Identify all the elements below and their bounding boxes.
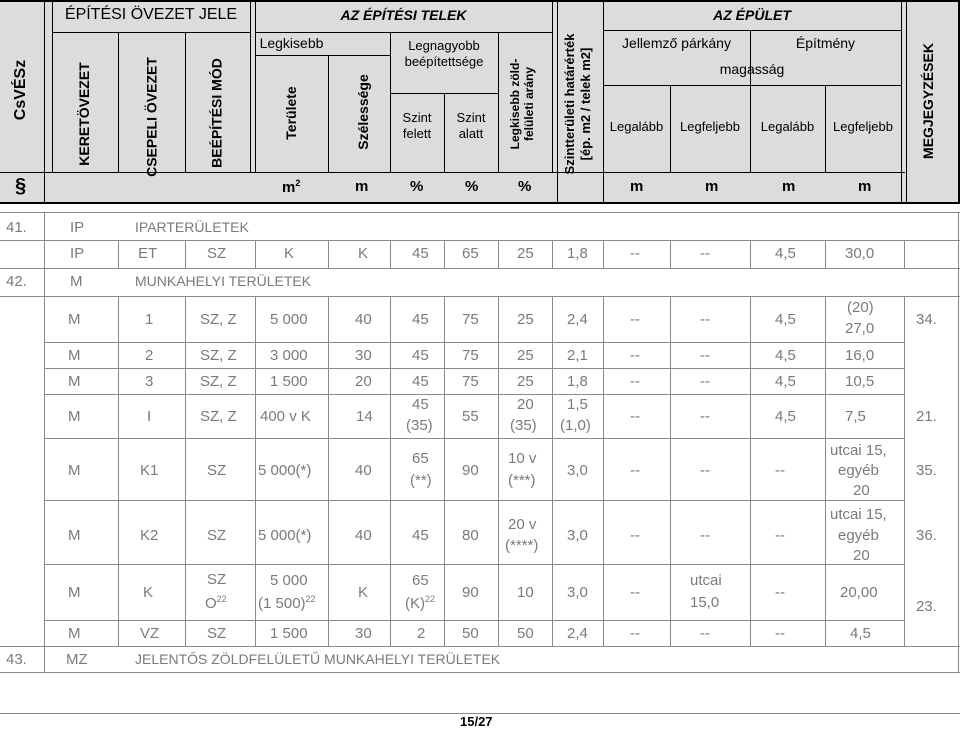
cell-szelesseg: K xyxy=(358,245,369,262)
cell-felett-bottom xyxy=(405,594,435,612)
rule xyxy=(255,0,256,173)
col-szint-felett-line2: felett xyxy=(402,126,432,141)
cell-szintter: 3,0 xyxy=(567,527,588,544)
section-42-code: M xyxy=(70,273,83,290)
col-legfeljebb-2: Legfeljebb xyxy=(833,119,893,134)
rule xyxy=(901,0,902,203)
cell-terulet: 5 000 xyxy=(270,311,308,328)
cell-legfeljebb1: -- xyxy=(700,311,710,328)
cell-legfeljebb2-top: (20) xyxy=(847,299,874,316)
cell-terulet-top: 5 000 xyxy=(270,572,308,589)
rule xyxy=(603,85,901,86)
col-szintteruleti-line2: [ép. m2 / telek m2] xyxy=(578,47,593,161)
cell-alatt: 65 xyxy=(462,245,479,262)
cell-megjegyzes: 36. xyxy=(916,527,937,544)
col-legkisebb: Legkisebb xyxy=(259,35,324,51)
col-szint-alatt-line1: Szint xyxy=(456,110,486,125)
rule xyxy=(118,32,119,173)
rule xyxy=(906,0,907,203)
col-zoldfelulet-line2: felületi arány xyxy=(522,66,536,142)
cell-mod-top: SZ xyxy=(207,571,227,588)
section-42-number: 42. xyxy=(6,273,27,290)
col-legnagyobb xyxy=(390,38,498,70)
cell-legalabb2: 4,5 xyxy=(775,373,796,390)
cell-zold: 25 xyxy=(517,245,534,262)
cell-szintter: 2,1 xyxy=(567,347,588,364)
cell-zold: 25 xyxy=(517,311,534,328)
cell-terulet: 1 500 xyxy=(270,625,308,642)
cell-felett-bottom-text: (K) xyxy=(405,595,425,612)
rule xyxy=(603,30,901,31)
section-41-code: IP xyxy=(70,219,85,236)
cell-keret: M xyxy=(68,311,81,328)
page-number: 15/27 xyxy=(460,714,493,729)
unit-m2-base: m xyxy=(282,179,296,196)
cell-terulet-bottom xyxy=(258,594,316,612)
unit-m: m xyxy=(355,178,369,195)
cell-legfeljebb1: -- xyxy=(700,625,710,642)
cell-alatt: 50 xyxy=(462,625,479,642)
footnote-ref: 22 xyxy=(216,594,227,604)
rule xyxy=(255,32,552,33)
footnote-ref: 22 xyxy=(305,594,316,604)
col-csepeli-ovezet: CSEPELI ÖVEZET xyxy=(143,57,160,177)
section-43-title: JELENTŐS ZÖLDFELÜLETŰ MUNKAHELYI TERÜLETEK xyxy=(135,651,501,667)
section-41-number: 41. xyxy=(6,219,27,236)
rule xyxy=(52,0,53,173)
rule xyxy=(552,0,553,173)
cell-alatt: 80 xyxy=(462,527,479,544)
cell-zold-bottom: (35) xyxy=(510,417,537,434)
unit-m2-exp: 2 xyxy=(295,178,301,188)
cell-szelesseg: 40 xyxy=(355,462,372,479)
cell-legalabb2: 4,5 xyxy=(775,245,796,262)
cell-legfeljebb2: 7,5 xyxy=(845,408,866,425)
cell-csepeli: VZ xyxy=(140,625,160,642)
cell-felett-top: 65 xyxy=(412,572,429,589)
cell-alatt: 75 xyxy=(462,311,479,328)
unit-m2 xyxy=(282,178,300,196)
cell-felett-top: 45 xyxy=(412,396,429,413)
cell-zold-bottom: (***) xyxy=(508,472,536,489)
cell-legalabb1: -- xyxy=(630,625,640,642)
col-szelessege: Szélessége xyxy=(355,74,371,150)
cell-zold: 10 xyxy=(517,584,534,601)
cell-felett: 2 xyxy=(417,625,426,642)
cell-zold-top: 20 xyxy=(517,396,534,413)
cell-legalabb2: -- xyxy=(775,625,785,642)
cell-alatt: 90 xyxy=(462,584,479,601)
cell-legalabb2: 4,5 xyxy=(775,408,796,425)
cell-felett-bottom: (**) xyxy=(410,472,432,489)
cell-szintter: 2,4 xyxy=(567,625,588,642)
cell-legfeljebb1-bottom: 15,0 xyxy=(690,594,720,611)
unit-m-legfeljebb-1: m xyxy=(705,178,719,195)
cell-legfeljebb1-top: utcai xyxy=(690,572,722,589)
col-terulete: Területe xyxy=(283,86,299,140)
cell-szintter-bottom: (1,0) xyxy=(560,417,591,434)
cell-szintter: 1,8 xyxy=(567,373,588,390)
unit-percent-zold: % xyxy=(518,178,532,195)
col-szintteruleti-line1: Szintterületi határérték xyxy=(562,33,577,175)
rule xyxy=(0,0,960,2)
col-epitmeny: Építmény xyxy=(795,35,856,51)
cell-felett-bottom: (35) xyxy=(406,417,433,434)
cell-legfeljebb2-line2: egyéb xyxy=(838,527,879,544)
cell-megjegyzes: 34. xyxy=(916,311,937,328)
col-beepitesi-mod: BEÉPÍTÉSI MÓD xyxy=(208,58,225,168)
rule xyxy=(328,55,329,173)
cell-felett: 45 xyxy=(412,527,429,544)
cell-felett-top: 65 xyxy=(412,450,429,467)
cell-keret: M xyxy=(68,625,81,642)
col-szint-alatt-line2: alatt xyxy=(458,126,484,141)
cell-alatt: 75 xyxy=(462,347,479,364)
cell-zold-top: 20 v xyxy=(508,516,537,533)
cell-csepeli: I xyxy=(147,408,152,425)
group-label-ovezet-jele: ÉPÍTÉSI ÖVEZET JELE xyxy=(64,6,238,23)
cell-szintter: 2,4 xyxy=(567,311,588,328)
col-zoldfelulet-line1: Legkisebb zöld- xyxy=(508,58,522,150)
col-magassag: magasság xyxy=(719,61,785,77)
unit-m-legalabb-2: m xyxy=(782,178,796,195)
cell-szintter: 3,0 xyxy=(567,462,588,479)
rule xyxy=(498,32,499,173)
cell-felett: 45 xyxy=(412,373,429,390)
col-csvesz: CsVÉSz xyxy=(12,59,29,121)
col-zoldfelulet xyxy=(508,34,542,174)
cell-legfeljebb1: -- xyxy=(700,462,710,479)
cell-alatt: 90 xyxy=(462,462,479,479)
cell-legfeljebb2-line3: 20 xyxy=(853,482,870,499)
rule xyxy=(44,0,45,203)
cell-legfeljebb1: -- xyxy=(700,527,710,544)
cell-mod-bottom xyxy=(205,594,227,612)
cell-mod: SZ, Z xyxy=(200,373,237,390)
cell-szintter: 3,0 xyxy=(567,584,588,601)
cell-zold: 25 xyxy=(517,347,534,364)
section-43-number: 43. xyxy=(6,651,27,668)
cell-legalabb2: 4,5 xyxy=(775,311,796,328)
rule xyxy=(0,172,905,173)
cell-zold: 50 xyxy=(517,625,534,642)
cell-mod: SZ, Z xyxy=(200,311,237,328)
rule xyxy=(750,30,751,173)
cell-legalabb1: -- xyxy=(630,408,640,425)
cell-felett: 45 xyxy=(412,347,429,364)
cell-keret: M xyxy=(68,527,81,544)
group-label-epulet: AZ ÉPÜLET xyxy=(713,7,791,23)
cell-szelesseg: 40 xyxy=(355,311,372,328)
unit-m-legfeljebb-2: m xyxy=(858,178,872,195)
rule xyxy=(185,32,186,173)
cell-megjegyzes: 35. xyxy=(916,462,937,479)
cell-legalabb2: -- xyxy=(775,462,785,479)
col-legnagyobb-line1: Legnagyobb xyxy=(408,38,480,53)
cell-csepeli: K2 xyxy=(140,527,159,544)
cell-legfeljebb2-line3: 20 xyxy=(853,547,870,564)
cell-mod: SZ xyxy=(207,625,227,642)
cell-legalabb2: -- xyxy=(775,584,785,601)
cell-mod: SZ xyxy=(207,245,227,262)
cell-szelesseg: 14 xyxy=(356,408,373,425)
cell-mod: SZ, Z xyxy=(200,408,237,425)
rule xyxy=(557,0,558,203)
cell-terulet: 400 v K xyxy=(260,408,311,425)
cell-szintter-top: 1,5 xyxy=(567,396,588,413)
cell-legfeljebb2: 4,5 xyxy=(850,625,871,642)
rule xyxy=(0,202,960,204)
unit-percent-alatt: % xyxy=(465,178,479,195)
cell-keret: M xyxy=(68,408,81,425)
cell-terulet: 1 500 xyxy=(270,373,308,390)
cell-legfeljebb1: -- xyxy=(700,245,710,262)
cell-csepeli: 2 xyxy=(145,347,154,364)
col-megjegyzesek: MEGJEGYZÉSEK xyxy=(920,43,936,159)
col-legfeljebb-1: Legfeljebb xyxy=(680,119,740,134)
section-41-title: IPARTERÜLETEK xyxy=(135,219,249,235)
cell-szelesseg: 30 xyxy=(355,625,372,642)
cell-keret: M xyxy=(68,347,81,364)
cell-legalabb1: -- xyxy=(630,311,640,328)
cell-keret: M xyxy=(68,584,81,601)
cell-legfeljebb1: -- xyxy=(700,347,710,364)
cell-terulet: 3 000 xyxy=(270,347,308,364)
cell-legalabb2: -- xyxy=(775,527,785,544)
cell-csepeli: K1 xyxy=(140,462,159,479)
cell-zold: 25 xyxy=(517,373,534,390)
cell-keret: M xyxy=(68,462,81,479)
cell-legalabb1: -- xyxy=(630,584,640,601)
cell-zold-top: 10 v xyxy=(508,450,537,467)
cell-felett: 45 xyxy=(412,311,429,328)
footnote-ref: 22 xyxy=(425,594,436,604)
cell-zold-bottom: (****) xyxy=(505,537,539,554)
cell-legfeljebb2: 20,00 xyxy=(840,584,878,601)
cell-felett: 45 xyxy=(412,245,429,262)
col-legalabb-2: Legalább xyxy=(760,119,815,134)
cell-keret: IP xyxy=(70,245,85,262)
cell-terulet: 5 000(*) xyxy=(258,527,312,544)
cell-alatt: 75 xyxy=(462,373,479,390)
col-jellemzo-parkany: Jellemző párkány xyxy=(622,35,731,51)
cell-mod-bottom-text: O xyxy=(205,595,217,612)
cell-legfeljebb2-line1: utcai 15, xyxy=(830,506,887,523)
cell-mod: SZ xyxy=(207,462,227,479)
cell-alatt: 55 xyxy=(462,408,479,425)
cell-legalabb1: -- xyxy=(630,347,640,364)
cell-legfeljebb2-bottom: 27,0 xyxy=(845,320,875,337)
cell-legalabb1: -- xyxy=(630,527,640,544)
cell-terulet: 5 000(*) xyxy=(258,462,312,479)
cell-szelesseg: 30 xyxy=(355,347,372,364)
col-legalabb-1: Legalább xyxy=(609,119,664,134)
cell-legfeljebb2-line1: utcai 15, xyxy=(830,442,887,459)
cell-legalabb1: -- xyxy=(630,373,640,390)
cell-legalabb1: -- xyxy=(630,245,640,262)
cell-legfeljebb2: 30,0 xyxy=(845,245,875,262)
cell-legfeljebb2-line2: egyéb xyxy=(838,462,879,479)
section-43-code: MZ xyxy=(66,651,88,668)
cell-legfeljebb2: 10,5 xyxy=(845,373,875,390)
cell-csepeli: ET xyxy=(138,245,158,262)
cell-legfeljebb2: 16,0 xyxy=(845,347,875,364)
cell-szelesseg: 20 xyxy=(355,373,372,390)
cell-legalabb1: -- xyxy=(630,462,640,479)
cell-legfeljebb1: -- xyxy=(700,408,710,425)
unit-m-legalabb-1: m xyxy=(630,178,644,195)
section-42-title: MUNKAHELYI TERÜLETEK xyxy=(135,273,312,289)
cell-terulet-bottom-text: (1 500) xyxy=(258,595,306,612)
rule xyxy=(52,32,250,33)
cell-szintter: 1,8 xyxy=(567,245,588,262)
cell-szelesseg: 40 xyxy=(355,527,372,544)
cell-mod: SZ xyxy=(207,527,227,544)
cell-csepeli: 1 xyxy=(145,311,154,328)
cell-megjegyzes: 23. xyxy=(916,598,937,615)
paragraph-symbol: § xyxy=(15,175,27,197)
rule xyxy=(255,55,390,56)
col-szintteruleti xyxy=(562,19,598,189)
col-szint-felett xyxy=(390,110,444,142)
group-label-telek: AZ ÉPÍTÉSI TELEK xyxy=(340,7,467,23)
unit-percent-felett: % xyxy=(410,178,424,195)
col-szint-felett-line1: Szint xyxy=(402,110,432,125)
col-keretovezet: KERETÖVEZET xyxy=(76,62,92,166)
col-legnagyobb-line2: beépítettsége xyxy=(404,54,484,69)
rule xyxy=(250,0,251,173)
cell-csepeli: 3 xyxy=(145,373,154,390)
cell-csepeli: K xyxy=(143,584,154,601)
cell-terulet: K xyxy=(284,245,295,262)
col-szint-alatt xyxy=(444,110,498,142)
cell-legfeljebb1: -- xyxy=(700,373,710,390)
cell-szelesseg: K xyxy=(358,584,369,601)
cell-keret: M xyxy=(68,373,81,390)
cell-megjegyzes: 21. xyxy=(916,408,937,425)
cell-legalabb2: 4,5 xyxy=(775,347,796,364)
cell-mod: SZ, Z xyxy=(200,347,237,364)
